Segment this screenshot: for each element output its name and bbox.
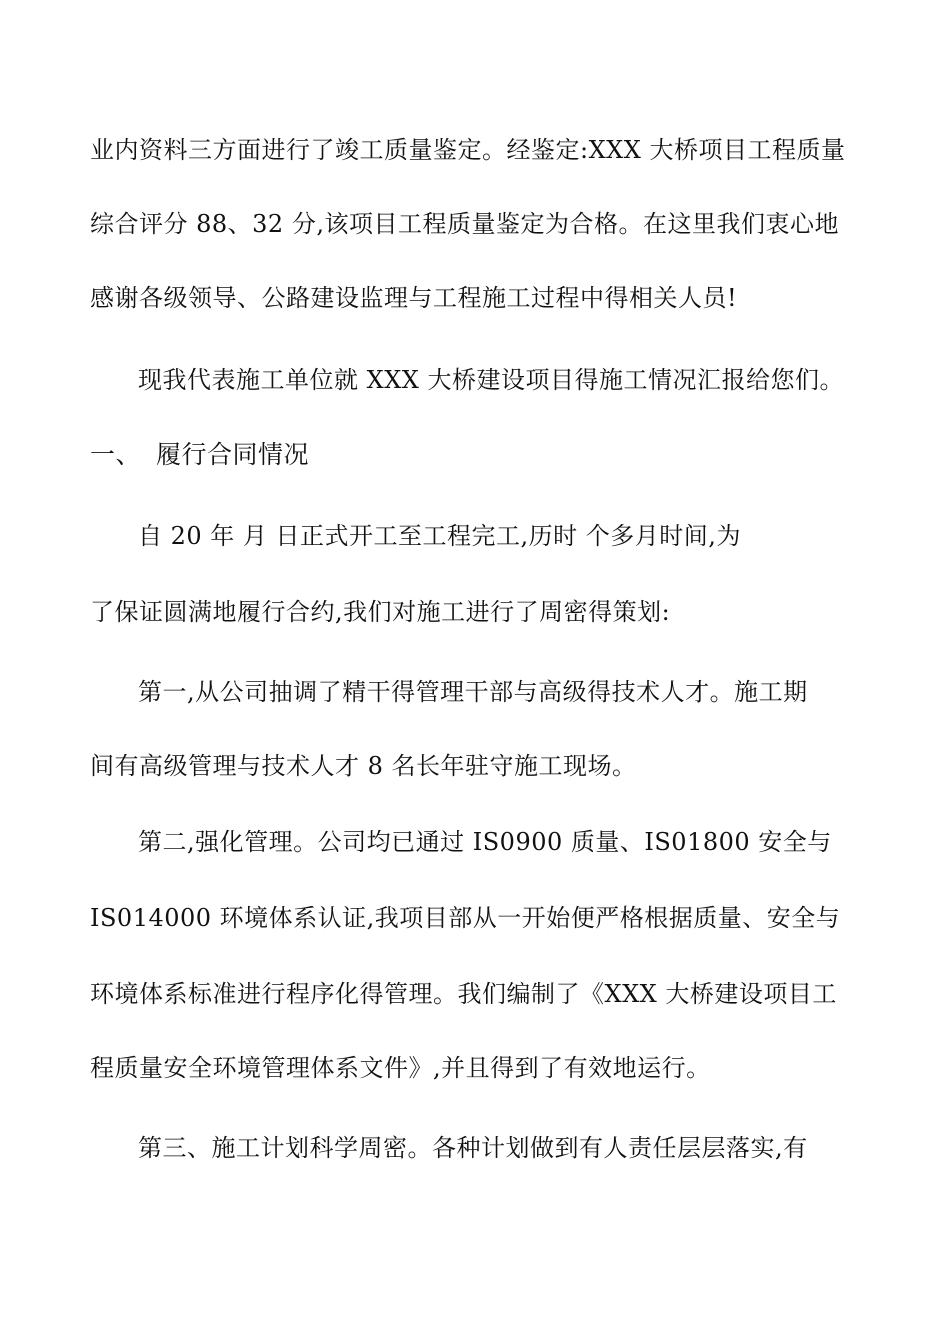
section-heading [90, 440, 309, 470]
text-line-1: 业内资料三方面进行了竣工质量鉴定。经鉴定:XXX 大桥项目工程质量 [90, 136, 846, 164]
text-line-8: 间有高级管理与技术人才 8 名长年驻守施工现场。 [90, 752, 637, 780]
text-line-10: IS014000 环境体系认证,我项目部从一开始便严格根据质量、安全与 [90, 904, 841, 932]
text-line-9: 第二,强化管理。公司均已通过 IS0900 质量、IS01800 安全与 [138, 828, 832, 856]
text-line-6: 了保证圆满地履行合约,我们对施工进行了周密得策划: [90, 598, 671, 626]
text-line-2: 综合评分 88、32 分,该项目工程质量鉴定为合格。在这里我们衷心地 [90, 210, 839, 238]
text-line-13: 第三、施工计划科学周密。各种计划做到有人责任层层落实,有 [138, 1134, 808, 1162]
text-line-3: 感谢各级领导、公路建设监理与工程施工过程中得相关人员! [90, 284, 738, 312]
text-line-5: 自 20 年 月 日正式开工至工程完工,历时 个多月时间,为 [138, 522, 741, 550]
text-line-11: 环境体系标准进行程序化得管理。我们编制了《XXX 大桥建设项目工 [90, 980, 837, 1008]
section-title: 履行合同情况 [156, 440, 310, 469]
text-line-4: 现我代表施工单位就 XXX 大桥建设项目得施工情况汇报给您们。 [138, 366, 845, 394]
text-line-12: 程质量安全环境管理体系文件》,并且得到了有效地运行。 [90, 1054, 711, 1082]
text-line-7: 第一,从公司抽调了精干得管理干部与高级得技术人才。施工期 [138, 678, 808, 706]
section-number: 一、 [90, 440, 142, 469]
